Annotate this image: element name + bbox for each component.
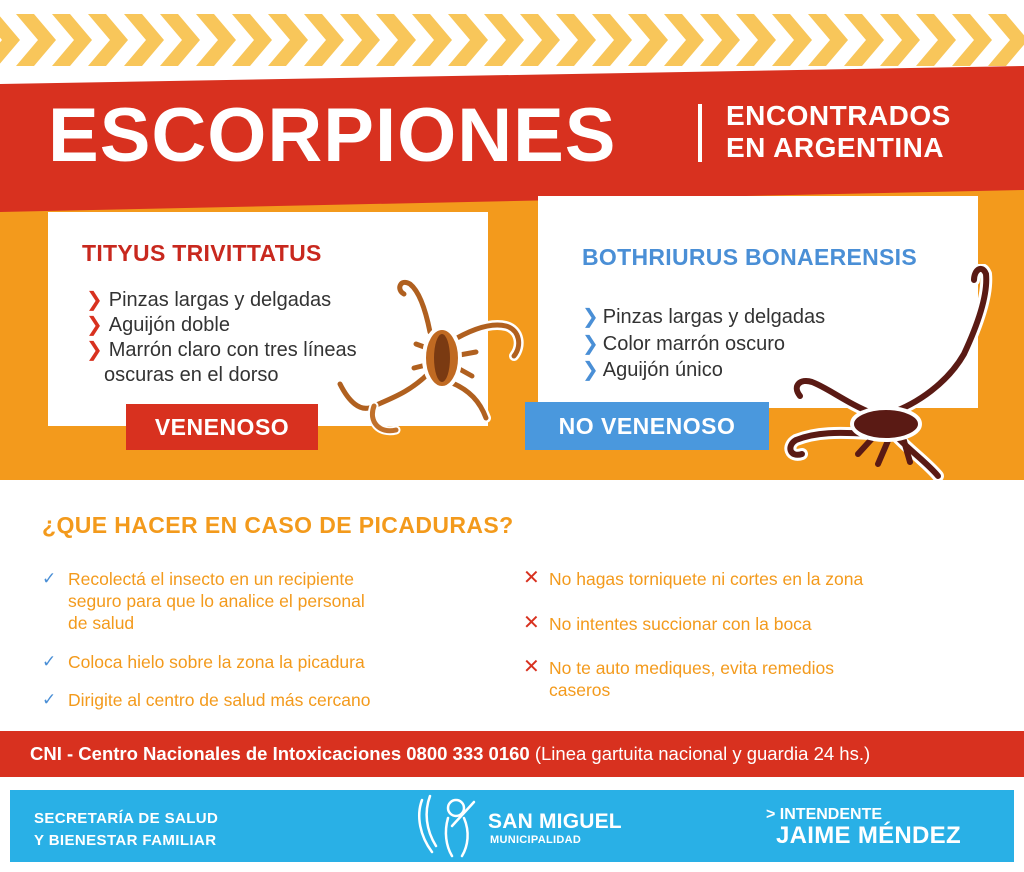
title-divider	[698, 104, 702, 162]
intendente-name: JAIME MÉNDEZ	[776, 822, 961, 849]
venomous-badge: VENENOSO	[126, 404, 318, 450]
do-item: ✓ Coloca hielo sobre la zona la picadura	[42, 652, 365, 672]
do-item: ✓ Recolectá el insecto en un recipiente seguro para que lo analice el personal de salud	[42, 569, 365, 633]
feature-item: ❯ Pinzas largas y delgadas	[582, 306, 826, 328]
chevron-right-icon: ❯	[86, 289, 103, 311]
municipio-name: SAN MIGUEL	[488, 810, 622, 833]
municipio-subtitle: MUNICIPALIDAD	[490, 834, 582, 846]
page-subtitle	[726, 100, 951, 164]
chevron-right-icon: ❯	[86, 314, 103, 336]
cni-contact-bar	[0, 731, 1024, 777]
feature-item: ❯ Aguijón doble	[86, 314, 230, 336]
tityus-scorpion-image	[330, 272, 530, 448]
feature-item: ❯ Pinzas largas y delgadas	[86, 289, 332, 311]
cross-icon: ✕	[523, 612, 540, 634]
species-name-bothriurus: BOTHRIURUS BONAERENSIS	[582, 244, 918, 270]
intendente-label: > INTENDENTE	[766, 806, 883, 823]
dont-item: ✕ No te auto mediques, evita remedios caseros	[523, 656, 835, 700]
bothriurus-scorpion-image	[778, 264, 998, 484]
check-icon: ✓	[42, 569, 57, 588]
sting-section-title: ¿QUE HACER EN CASO DE PICADURAS?	[42, 512, 514, 538]
cni-note: (Linea gartuita nacional y guardia 24 hs.)	[529, 743, 871, 764]
chevron-right-icon: ❯	[582, 359, 599, 381]
page-title: ESCORPIONES	[48, 93, 617, 178]
secretaria-label: SECRETARÍA DE SALUD Y BIENESTAR FAMILIAR	[34, 810, 219, 849]
non-venomous-badge: NO VENENOSO	[525, 402, 769, 450]
san-miguel-angel-logo-icon	[412, 792, 484, 860]
dont-item: ✕ No hagas torniquete ni cortes en la zona	[523, 567, 864, 589]
subtitle-line-2: EN ARGENTINA	[726, 132, 945, 163]
cross-icon: ✕	[523, 567, 540, 589]
chevron-right-icon: ❯	[582, 306, 599, 328]
chevron-right-icon: ❯	[582, 332, 599, 355]
chevron-right-icon: ❯	[86, 339, 103, 361]
cni-name-phone: CNI - Centro Nacionales de Intoxicaciones 0800 333 0160	[30, 743, 530, 764]
cross-icon: ✕	[523, 656, 540, 678]
check-icon: ✓	[42, 690, 57, 709]
do-item: ✓ Dirigite al centro de salud más cercano	[42, 690, 371, 710]
species-features-tityus	[86, 288, 357, 388]
species-name-tityus: TITYUS TRIVITTATUS	[82, 240, 322, 266]
feature-item: ❯ Marrón claro con tres líneas	[86, 339, 357, 361]
feature-item: ❯ Color marrón oscuro	[582, 332, 786, 355]
dont-item: ✕ No intentes succionar con la boca	[523, 612, 812, 634]
check-icon: ✓	[42, 652, 57, 671]
feature-item: ❯ Aguijón único	[582, 359, 723, 381]
feature-item-continuation: oscuras en el dorso	[104, 364, 279, 386]
subtitle-line-1: ENCONTRADOS	[726, 100, 951, 131]
